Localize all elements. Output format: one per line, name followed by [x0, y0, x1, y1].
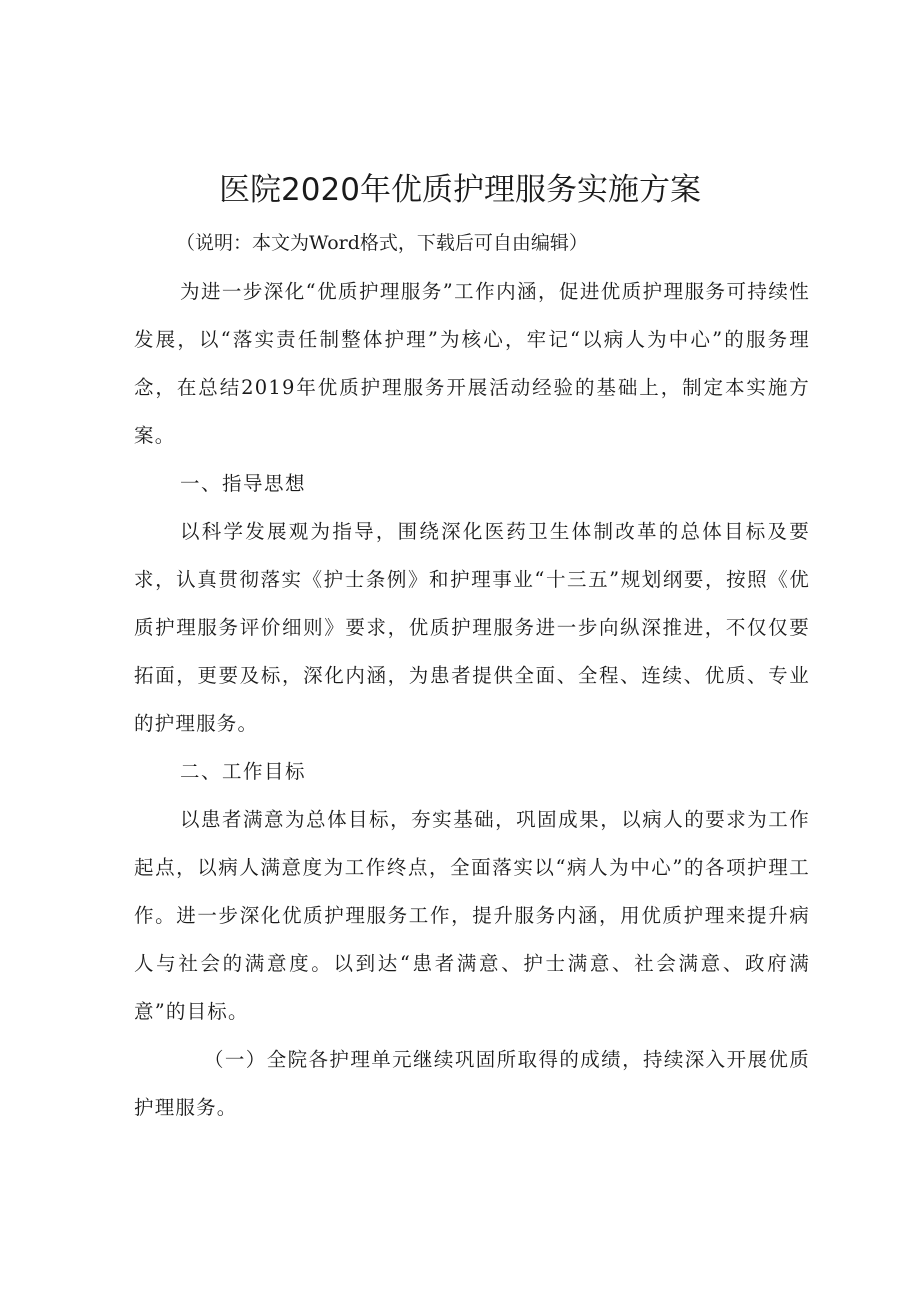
work-goals-paragraph: 以患者满意为总体目标，夯实基础，巩固成果，以病人的要求为工作起点，以病人满意度为工作终点，全面落实以“病人为中心”的各项护理工作。进一步深化优质护理服务工作，提升服务内涵，用优质护理来提升病人与社会的满意度。以到达“患者满意、护士满意、社会满意、政府满意”的目标。: [134, 808, 810, 1023]
document-title: 医院2020年优质护理服务实施方案: [219, 172, 701, 208]
work-goals-item-1: （一）全院各护理单元继续巩固所取得的成绩，持续深入开展优质护理服务。: [134, 1048, 810, 1119]
guiding-ideology-paragraph: 以科学发展观为指导，围绕深化医药卫生体制改革的总体目标及要求，认真贯彻落实《护士条例》和护理事业“十三五”规划纲要，按照《优质护理服务评价细则》要求，优质护理服务进一步向纵深推进，不仅仅要拓面，更要及标，深化内涵，为患者提供全面、全程、连续、优质、专业的护理服务。: [134, 520, 810, 735]
section-heading-work-goals: 二、工作目标: [180, 760, 307, 783]
intro-paragraph: 为进一步深化“优质护理服务”工作内涵，促进优质护理服务可持续性发展，以“落实责任制整体护理”为核心，牢记“以病人为中心”的服务理念，在总结2019年优质护理服务开展活动经验的基础上，制定本实施方案。: [134, 280, 810, 447]
section-heading-guiding-ideology: 一、指导思想: [180, 472, 307, 495]
document-note: （说明：本文为Word格式，下载后可自由编辑）: [176, 232, 588, 254]
